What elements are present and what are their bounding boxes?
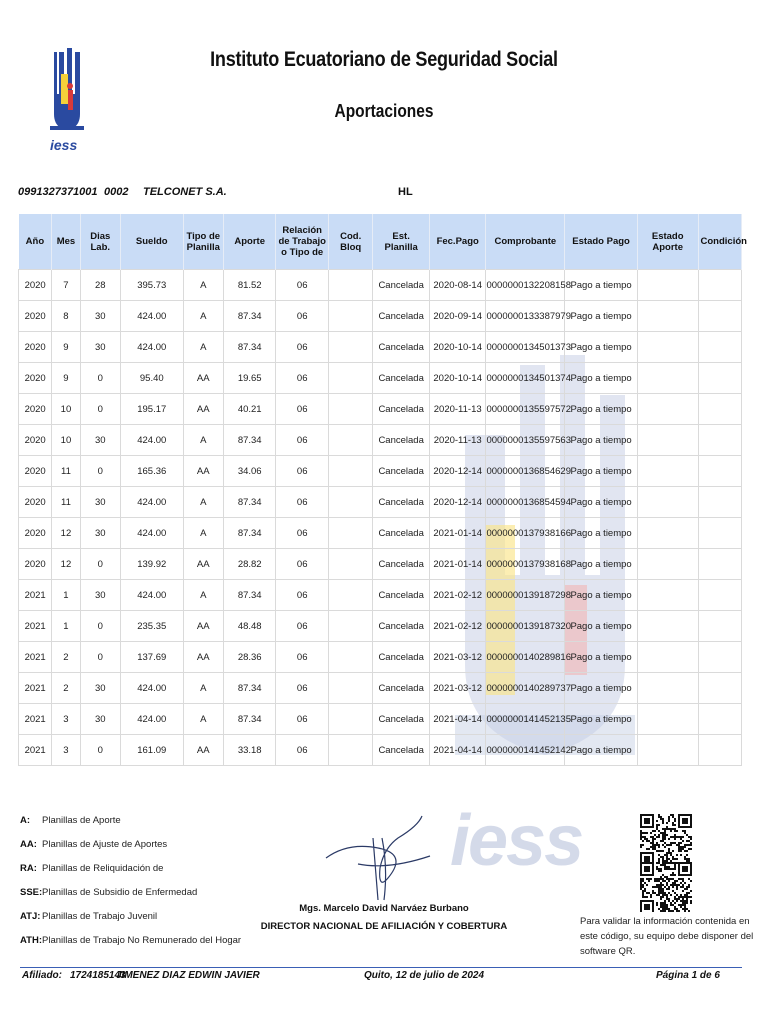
- table-cell: [698, 363, 742, 394]
- table-cell: 2021-03-12: [429, 673, 486, 704]
- table-cell: 0000000141452142: [486, 735, 565, 766]
- table-cell: Pago a tiempo: [565, 332, 638, 363]
- table-cell: 2021: [19, 735, 52, 766]
- col-header: Aporte: [223, 214, 276, 270]
- table-cell: Pago a tiempo: [565, 518, 638, 549]
- table-cell: Pago a tiempo: [565, 487, 638, 518]
- table-cell: [637, 642, 698, 673]
- col-header: Condición: [698, 214, 742, 270]
- table-cell: 0000000140289737: [486, 673, 565, 704]
- table-cell: Cancelada: [373, 518, 430, 549]
- table-cell: 424.00: [120, 580, 183, 611]
- table-cell: Pago a tiempo: [565, 611, 638, 642]
- table-cell: 0: [80, 611, 120, 642]
- table-cell: 2020: [19, 549, 52, 580]
- footer-place-date: Quito, 12 de julio de 2024: [364, 970, 485, 981]
- table-cell: 2020-12-14: [429, 487, 486, 518]
- table-cell: 87.34: [223, 332, 276, 363]
- table-cell: 28: [80, 270, 120, 301]
- table-cell: 28.36: [223, 642, 276, 673]
- table-cell: Cancelada: [373, 363, 430, 394]
- table-row: [19, 549, 742, 580]
- table-cell: AA: [183, 642, 223, 673]
- col-header: Sueldo: [120, 214, 183, 270]
- table-cell: 34.06: [223, 456, 276, 487]
- table-cell: 30: [80, 425, 120, 456]
- table-cell: [698, 487, 742, 518]
- table-cell: 7: [52, 270, 80, 301]
- table-cell: [328, 611, 372, 642]
- table-cell: Cancelada: [373, 301, 430, 332]
- table-cell: [637, 549, 698, 580]
- table-cell: AA: [183, 456, 223, 487]
- table-cell: 0000000139187320: [486, 611, 565, 642]
- legend: [20, 815, 241, 959]
- table-cell: 06: [276, 425, 329, 456]
- contributions-table: [18, 214, 747, 766]
- table-cell: 424.00: [120, 425, 183, 456]
- col-header: Comprobante: [486, 214, 565, 270]
- table-cell: 2020: [19, 425, 52, 456]
- table-cell: Cancelada: [373, 704, 430, 735]
- table-cell: 395.73: [120, 270, 183, 301]
- table-cell: Pago a tiempo: [565, 580, 638, 611]
- table-cell: 2021-02-12: [429, 580, 486, 611]
- table-cell: 06: [276, 332, 329, 363]
- table-cell: Cancelada: [373, 425, 430, 456]
- table-cell: [328, 363, 372, 394]
- table-cell: [328, 704, 372, 735]
- table-cell: 1: [52, 580, 80, 611]
- table-cell: [637, 735, 698, 766]
- table-cell: 2020: [19, 363, 52, 394]
- table-cell: 2020: [19, 518, 52, 549]
- table-cell: Pago a tiempo: [565, 673, 638, 704]
- table-row: [19, 425, 742, 456]
- table-cell: 33.18: [223, 735, 276, 766]
- employer-ruc: 0991327371001: [18, 186, 98, 198]
- page-subtitle: Aportaciones: [334, 101, 434, 121]
- table-row: [19, 394, 742, 425]
- footer-divider: [20, 967, 742, 968]
- table-cell: [637, 487, 698, 518]
- table-cell: 06: [276, 487, 329, 518]
- col-header: Mes: [52, 214, 80, 270]
- table-row: [19, 642, 742, 673]
- legend-key: A:: [20, 815, 31, 826]
- table-cell: 9: [52, 332, 80, 363]
- table-cell: [637, 425, 698, 456]
- table-cell: [328, 580, 372, 611]
- table-cell: AA: [183, 363, 223, 394]
- table-cell: 137.69: [120, 642, 183, 673]
- table-cell: 0000000132208158: [486, 270, 565, 301]
- table-cell: Cancelada: [373, 673, 430, 704]
- table-cell: Pago a tiempo: [565, 363, 638, 394]
- table-cell: 8: [52, 301, 80, 332]
- table-cell: 195.17: [120, 394, 183, 425]
- table-cell: 11: [52, 456, 80, 487]
- table-cell: 2021-01-14: [429, 518, 486, 549]
- table-cell: [637, 456, 698, 487]
- table-cell: A: [183, 518, 223, 549]
- table-cell: 87.34: [223, 487, 276, 518]
- signatory-name: Mgs. Marcelo David Narváez Burbano: [299, 903, 469, 914]
- legend-key: ATJ:: [20, 911, 41, 922]
- table-cell: [637, 363, 698, 394]
- table-cell: Pago a tiempo: [565, 642, 638, 673]
- table-row: [19, 301, 742, 332]
- table-cell: 06: [276, 518, 329, 549]
- table-cell: [698, 394, 742, 425]
- table-cell: Cancelada: [373, 642, 430, 673]
- table-cell: 2020-08-14: [429, 270, 486, 301]
- legend-key: SSE:: [20, 887, 43, 898]
- table-cell: [698, 301, 742, 332]
- table-cell: A: [183, 673, 223, 704]
- qr-note: Para validar la información contenida en este código, su equipo debe disponer del software QR.: [580, 916, 754, 957]
- table-cell: 2020-12-14: [429, 456, 486, 487]
- table-cell: [698, 642, 742, 673]
- table-row: [19, 270, 742, 301]
- legend-key: RA:: [20, 863, 37, 874]
- table-cell: 424.00: [120, 332, 183, 363]
- table-cell: 2: [52, 673, 80, 704]
- table-cell: [328, 394, 372, 425]
- table-cell: 06: [276, 735, 329, 766]
- table-cell: 1: [52, 611, 80, 642]
- table-cell: 30: [80, 673, 120, 704]
- table-cell: 2020: [19, 487, 52, 518]
- col-header: Relación de Trabajo o Tipo de: [276, 214, 329, 270]
- table-cell: [637, 270, 698, 301]
- table-cell: Pago a tiempo: [565, 735, 638, 766]
- table-cell: AA: [183, 735, 223, 766]
- table-cell: 3: [52, 704, 80, 735]
- footer-affiliate-id: 1724185143: [70, 970, 126, 981]
- col-header: Estado Pago: [565, 214, 638, 270]
- page-title: Instituto Ecuatoriano de Seguridad Social: [210, 48, 558, 71]
- table-cell: AA: [183, 549, 223, 580]
- table-row: [19, 456, 742, 487]
- table-cell: 0000000141452135: [486, 704, 565, 735]
- table-cell: Cancelada: [373, 394, 430, 425]
- table-cell: 2020-10-14: [429, 363, 486, 394]
- table-cell: 30: [80, 301, 120, 332]
- col-header: Cod. Bloq: [328, 214, 372, 270]
- table-row: [19, 518, 742, 549]
- table-cell: 2020-09-14: [429, 301, 486, 332]
- table-cell: 0: [80, 363, 120, 394]
- table-cell: 0000000134501374: [486, 363, 565, 394]
- table-cell: 2020-11-13: [429, 394, 486, 425]
- col-header: Fec.Pago: [429, 214, 486, 270]
- table-cell: [328, 518, 372, 549]
- legend-text: Planillas de Trabajo No Remunerado del Hogar: [42, 935, 242, 946]
- table-cell: 2021-03-12: [429, 642, 486, 673]
- table-cell: 0000000134501373: [486, 332, 565, 363]
- table-cell: Cancelada: [373, 456, 430, 487]
- table-cell: [328, 425, 372, 456]
- legend-item: [20, 863, 241, 887]
- svg-text:iess: iess: [50, 137, 78, 153]
- table-cell: 0: [80, 456, 120, 487]
- table-cell: [328, 301, 372, 332]
- table-row: [19, 332, 742, 363]
- table-cell: 06: [276, 270, 329, 301]
- watermark-text: iess: [450, 801, 583, 881]
- col-header: Tipo de Planilla: [183, 214, 223, 270]
- table-cell: [328, 642, 372, 673]
- table-cell: Cancelada: [373, 270, 430, 301]
- table-cell: [637, 518, 698, 549]
- table-cell: [698, 425, 742, 456]
- table-cell: 2020: [19, 270, 52, 301]
- table-cell: Cancelada: [373, 611, 430, 642]
- table-cell: [328, 735, 372, 766]
- table-cell: [698, 673, 742, 704]
- employer-branch: 0002: [104, 186, 129, 198]
- table-cell: 40.21: [223, 394, 276, 425]
- table-cell: [637, 332, 698, 363]
- table-cell: [698, 704, 742, 735]
- table-cell: [637, 704, 698, 735]
- table-cell: [328, 487, 372, 518]
- table-cell: 30: [80, 704, 120, 735]
- table-cell: 2021-04-14: [429, 735, 486, 766]
- table-cell: Pago a tiempo: [565, 270, 638, 301]
- table-cell: 10: [52, 394, 80, 425]
- table-cell: 2021: [19, 673, 52, 704]
- table-cell: [698, 518, 742, 549]
- legend-text: Planillas de Subsidio de Enfermedad: [42, 887, 198, 898]
- table-cell: 2020: [19, 394, 52, 425]
- table-cell: 2020: [19, 456, 52, 487]
- table-cell: Pago a tiempo: [565, 301, 638, 332]
- table-cell: Pago a tiempo: [565, 549, 638, 580]
- table-cell: 0000000136854629: [486, 456, 565, 487]
- col-header: Año: [19, 214, 52, 270]
- table-cell: 28.82: [223, 549, 276, 580]
- table-cell: 0: [80, 549, 120, 580]
- table-row: [19, 735, 742, 766]
- table-cell: 2021-04-14: [429, 704, 486, 735]
- table-cell: 0000000135597563: [486, 425, 565, 456]
- legend-text: Planillas de Trabajo Juvenil: [42, 911, 158, 922]
- table-cell: 12: [52, 549, 80, 580]
- legend-item: [20, 839, 241, 863]
- table-cell: 0: [80, 735, 120, 766]
- col-header: Dias Lab.: [80, 214, 120, 270]
- table-row: [19, 487, 742, 518]
- table-cell: 06: [276, 673, 329, 704]
- table-cell: 139.92: [120, 549, 183, 580]
- table-cell: [328, 332, 372, 363]
- legend-item: [20, 815, 241, 839]
- employer-code: HL: [398, 186, 413, 198]
- table-cell: 424.00: [120, 487, 183, 518]
- table-cell: 06: [276, 549, 329, 580]
- table-cell: [328, 549, 372, 580]
- table-cell: 9: [52, 363, 80, 394]
- table-cell: 87.34: [223, 425, 276, 456]
- table-cell: [637, 394, 698, 425]
- table-cell: 0000000133387979: [486, 301, 565, 332]
- table-cell: A: [183, 270, 223, 301]
- table-cell: A: [183, 301, 223, 332]
- table-cell: 30: [80, 332, 120, 363]
- table-cell: [637, 580, 698, 611]
- table-cell: 06: [276, 611, 329, 642]
- table-cell: 2021: [19, 704, 52, 735]
- table-cell: 06: [276, 580, 329, 611]
- table-cell: 2020-10-14: [429, 332, 486, 363]
- legend-item: [20, 935, 241, 959]
- table-cell: 87.34: [223, 673, 276, 704]
- table-cell: 2021: [19, 642, 52, 673]
- table-cell: 0: [80, 394, 120, 425]
- table-cell: A: [183, 332, 223, 363]
- legend-key: AA:: [20, 839, 37, 850]
- table-cell: 48.48: [223, 611, 276, 642]
- qr-code: [640, 814, 692, 912]
- table-cell: A: [183, 704, 223, 735]
- table-cell: 0000000139187298: [486, 580, 565, 611]
- table-row: [19, 704, 742, 735]
- table-cell: 2021-01-14: [429, 549, 486, 580]
- table-cell: Pago a tiempo: [565, 425, 638, 456]
- table-cell: Pago a tiempo: [565, 704, 638, 735]
- table-cell: [698, 580, 742, 611]
- table-cell: 424.00: [120, 673, 183, 704]
- table-cell: 06: [276, 456, 329, 487]
- table-cell: [698, 735, 742, 766]
- table-header-row: [19, 214, 742, 270]
- legend-text: Planillas de Aporte: [42, 815, 121, 826]
- table-cell: Cancelada: [373, 549, 430, 580]
- table-cell: 11: [52, 487, 80, 518]
- table-cell: 0: [80, 642, 120, 673]
- table-cell: [328, 673, 372, 704]
- table-row: [19, 363, 742, 394]
- footer-affiliate-name: JIMENEZ DIAZ EDWIN JAVIER: [116, 970, 260, 981]
- table-cell: 0000000137938166: [486, 518, 565, 549]
- table-cell: 2021-02-12: [429, 611, 486, 642]
- table-cell: [698, 456, 742, 487]
- table-cell: 95.40: [120, 363, 183, 394]
- table-cell: AA: [183, 611, 223, 642]
- table-cell: [637, 673, 698, 704]
- table-row: [19, 611, 742, 642]
- table-cell: 161.09: [120, 735, 183, 766]
- table-cell: 87.34: [223, 518, 276, 549]
- table-cell: 165.36: [120, 456, 183, 487]
- table-cell: 424.00: [120, 518, 183, 549]
- table-cell: A: [183, 487, 223, 518]
- table-cell: 06: [276, 363, 329, 394]
- table-cell: A: [183, 425, 223, 456]
- table-cell: [698, 549, 742, 580]
- table-row: [19, 673, 742, 704]
- table-cell: [637, 301, 698, 332]
- table-cell: 3: [52, 735, 80, 766]
- table-cell: [698, 270, 742, 301]
- footer-page: Página 1 de 6: [656, 970, 720, 981]
- table-cell: 2020: [19, 332, 52, 363]
- legend-text: Planillas de Ajuste de Aportes: [42, 839, 168, 850]
- table-cell: 2021: [19, 611, 52, 642]
- table-cell: [698, 611, 742, 642]
- table-cell: [328, 456, 372, 487]
- table-cell: 12: [52, 518, 80, 549]
- table-cell: 0000000137938168: [486, 549, 565, 580]
- table-cell: Cancelada: [373, 735, 430, 766]
- table-cell: [698, 332, 742, 363]
- col-header: Est. Planilla: [373, 214, 430, 270]
- table-cell: 30: [80, 518, 120, 549]
- table-cell: Pago a tiempo: [565, 394, 638, 425]
- col-header: Estado Aporte: [637, 214, 698, 270]
- table-cell: 0000000140289816: [486, 642, 565, 673]
- table-cell: AA: [183, 394, 223, 425]
- table-row: [19, 580, 742, 611]
- table-cell: Cancelada: [373, 580, 430, 611]
- footer-label: Afiliado:: [22, 970, 62, 981]
- table-cell: 10: [52, 425, 80, 456]
- signature: [318, 808, 438, 904]
- table-cell: 0000000136854594: [486, 487, 565, 518]
- table-cell: 424.00: [120, 704, 183, 735]
- table-cell: 0000000135597572: [486, 394, 565, 425]
- legend-key: ATH:: [20, 935, 42, 946]
- table-cell: 06: [276, 301, 329, 332]
- table-cell: A: [183, 580, 223, 611]
- table-cell: 87.34: [223, 580, 276, 611]
- table-cell: Cancelada: [373, 332, 430, 363]
- table-cell: 87.34: [223, 301, 276, 332]
- table-cell: 06: [276, 704, 329, 735]
- table-cell: [328, 270, 372, 301]
- table-cell: 81.52: [223, 270, 276, 301]
- table-cell: 19.65: [223, 363, 276, 394]
- table-cell: 87.34: [223, 704, 276, 735]
- table-cell: Cancelada: [373, 487, 430, 518]
- table-cell: 235.35: [120, 611, 183, 642]
- table-cell: 30: [80, 487, 120, 518]
- table-cell: 2: [52, 642, 80, 673]
- table-cell: 424.00: [120, 301, 183, 332]
- table-cell: 06: [276, 394, 329, 425]
- signatory-role: DIRECTOR NACIONAL DE AFILIACIÓN Y COBERTURA: [260, 921, 508, 932]
- table-cell: Pago a tiempo: [565, 456, 638, 487]
- employer-name: TELCONET S.A.: [143, 186, 227, 198]
- table-cell: 2021: [19, 580, 52, 611]
- table-cell: 06: [276, 642, 329, 673]
- table-cell: 2020-11-13: [429, 425, 486, 456]
- table-cell: 30: [80, 580, 120, 611]
- table-cell: [637, 611, 698, 642]
- table-cell: 2020: [19, 301, 52, 332]
- legend-text: Planillas de Reliquidación de: [42, 863, 164, 874]
